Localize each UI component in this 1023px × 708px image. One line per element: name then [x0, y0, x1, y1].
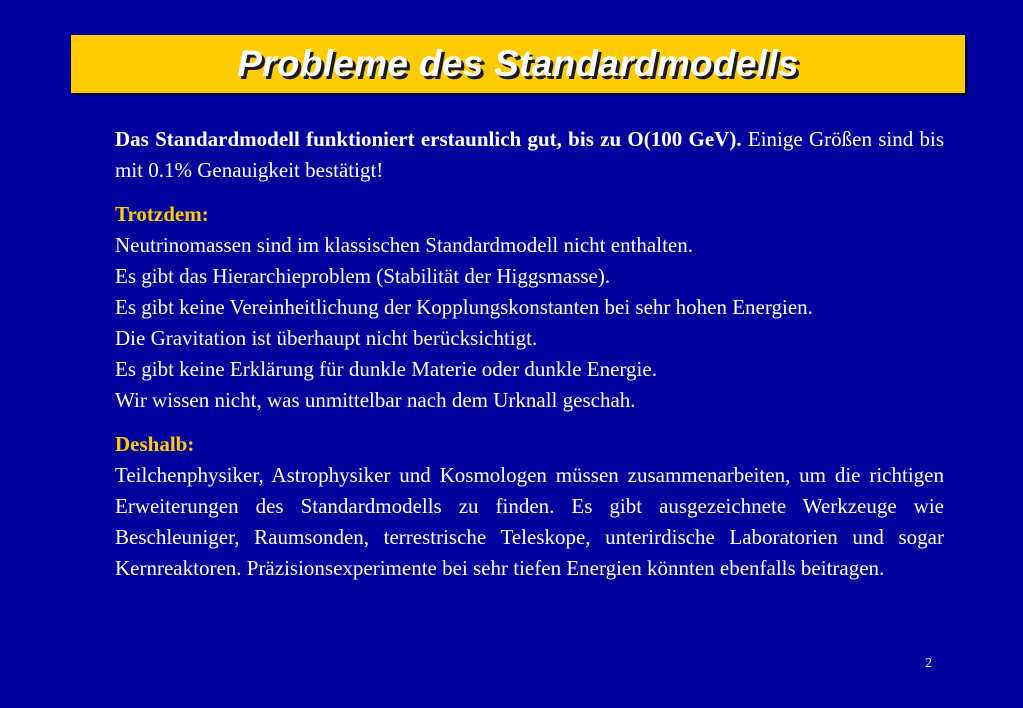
title-banner: [71, 35, 965, 93]
intro-paragraph: [115, 124, 944, 186]
page-number: 2: [925, 656, 932, 671]
slide-body: [115, 124, 944, 584]
section-heading-deshalb: Deshalb:: [115, 432, 195, 456]
list-item: Es gibt keine Vereinheitlichung der Kopplungskonstanten bei sehr hohen Energien.: [115, 295, 813, 319]
intro-bold-text: Das Standardmodell funktioniert erstaunlich gut, bis zu O(100 GeV).: [115, 127, 742, 151]
list-item: Es gibt keine Erklärung für dunkle Materie oder dunkle Energie.: [115, 357, 657, 381]
section-heading-trotzdem: Trotzdem:: [115, 202, 209, 226]
intro-rest-text: Einige Größen sind bis mit 0.1% Genauigkeit bestätigt!: [115, 127, 945, 182]
slide-title: Probleme des Standardmodells: [237, 43, 799, 84]
deshalb-paragraph: Teilchenphysiker, Astrophysiker und Kosmologen müssen zusammenarbeiten, um die richtigen Erweiterungen des Standardmodells zu finden. Es gibt ausgezeichnete Werkzeuge wie Beschleuniger, Raumsonden, terrestrische Teleskope, unterirdische Laboratorien und sogar Kernreaktoren. Präzisionsexperimente bei sehr tiefen Energien könnten ebenfalls beitragen.: [115, 463, 944, 580]
list-item: Es gibt das Hierarchieproblem (Stabilität der Higgsmasse).: [115, 264, 611, 288]
list-item: Wir wissen nicht, was unmittelbar nach dem Urknall geschah.: [115, 388, 636, 412]
list-item: Neutrinomassen sind im klassischen Standardmodell nicht enthalten.: [115, 233, 693, 257]
list-item: Die Gravitation ist überhaupt nicht berücksichtigt.: [115, 326, 538, 350]
